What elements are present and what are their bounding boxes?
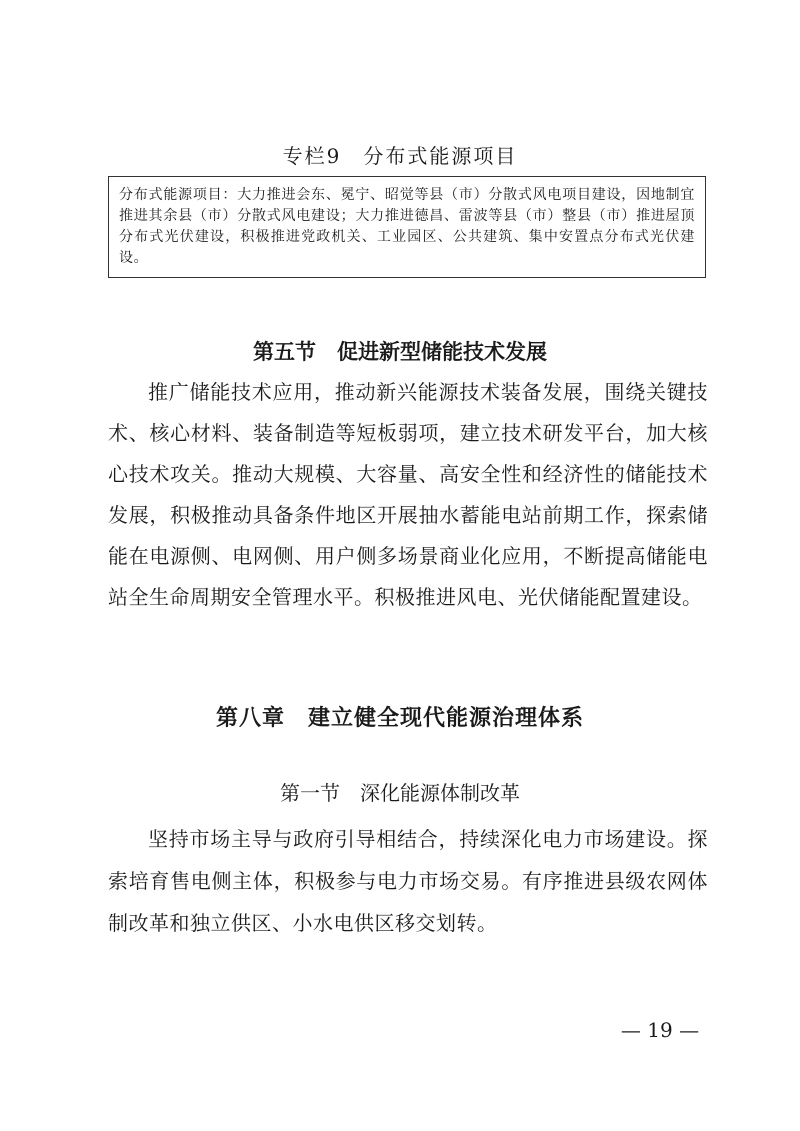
section-heading: 第五节 促进新型储能技术发展 [253, 339, 547, 364]
body-paragraph: 推广储能技术应用，推动新兴能源技术装备发展，围绕关键技术、核心材料、装备制造等短板弱项，建立技术研发平台，加大核心技术攻关。推动大规模、大容量、高安全性和经济性的储能技术发展，积极推动具备条件地区开展抽水蓄能电站前期工作，探索储能在电源侧、电网侧、用户侧多场景商业化应用，不断提高储能电站全生命周期安全管理水平。积极推进风电、光伏储能配置建设。 [108, 380, 708, 609]
chapter-heading: 第八章 建立健全现代能源治理体系 [215, 705, 584, 731]
section-heading: 第一节 深化能源体制改革 [280, 781, 520, 805]
page-number: — 19 — [620, 1018, 700, 1042]
box-title: 专栏9 分布式能源项目 [282, 144, 518, 168]
body-paragraph: 坚持市场主导与政府引导相结合，持续深化电力市场建设。探索培育售电侧主体，积极参与电力市场交易。有序推进县级农网体制改革和独立供区、小水电供区移交划转。 [108, 827, 708, 935]
column-box [108, 176, 706, 278]
box-body-text: 分布式能源项目：大力推进会东、冕宁、昭觉等县（市）分散式风电项目建设，因地制宜推进其余县（市）分散式风电建设；大力推进德昌、雷波等县（市）整县（市）推进屋顶分布式光伏建设，积极推进党政机关、工业园区、公共建筑、集中安置点分布式光伏建设。 [119, 187, 695, 266]
